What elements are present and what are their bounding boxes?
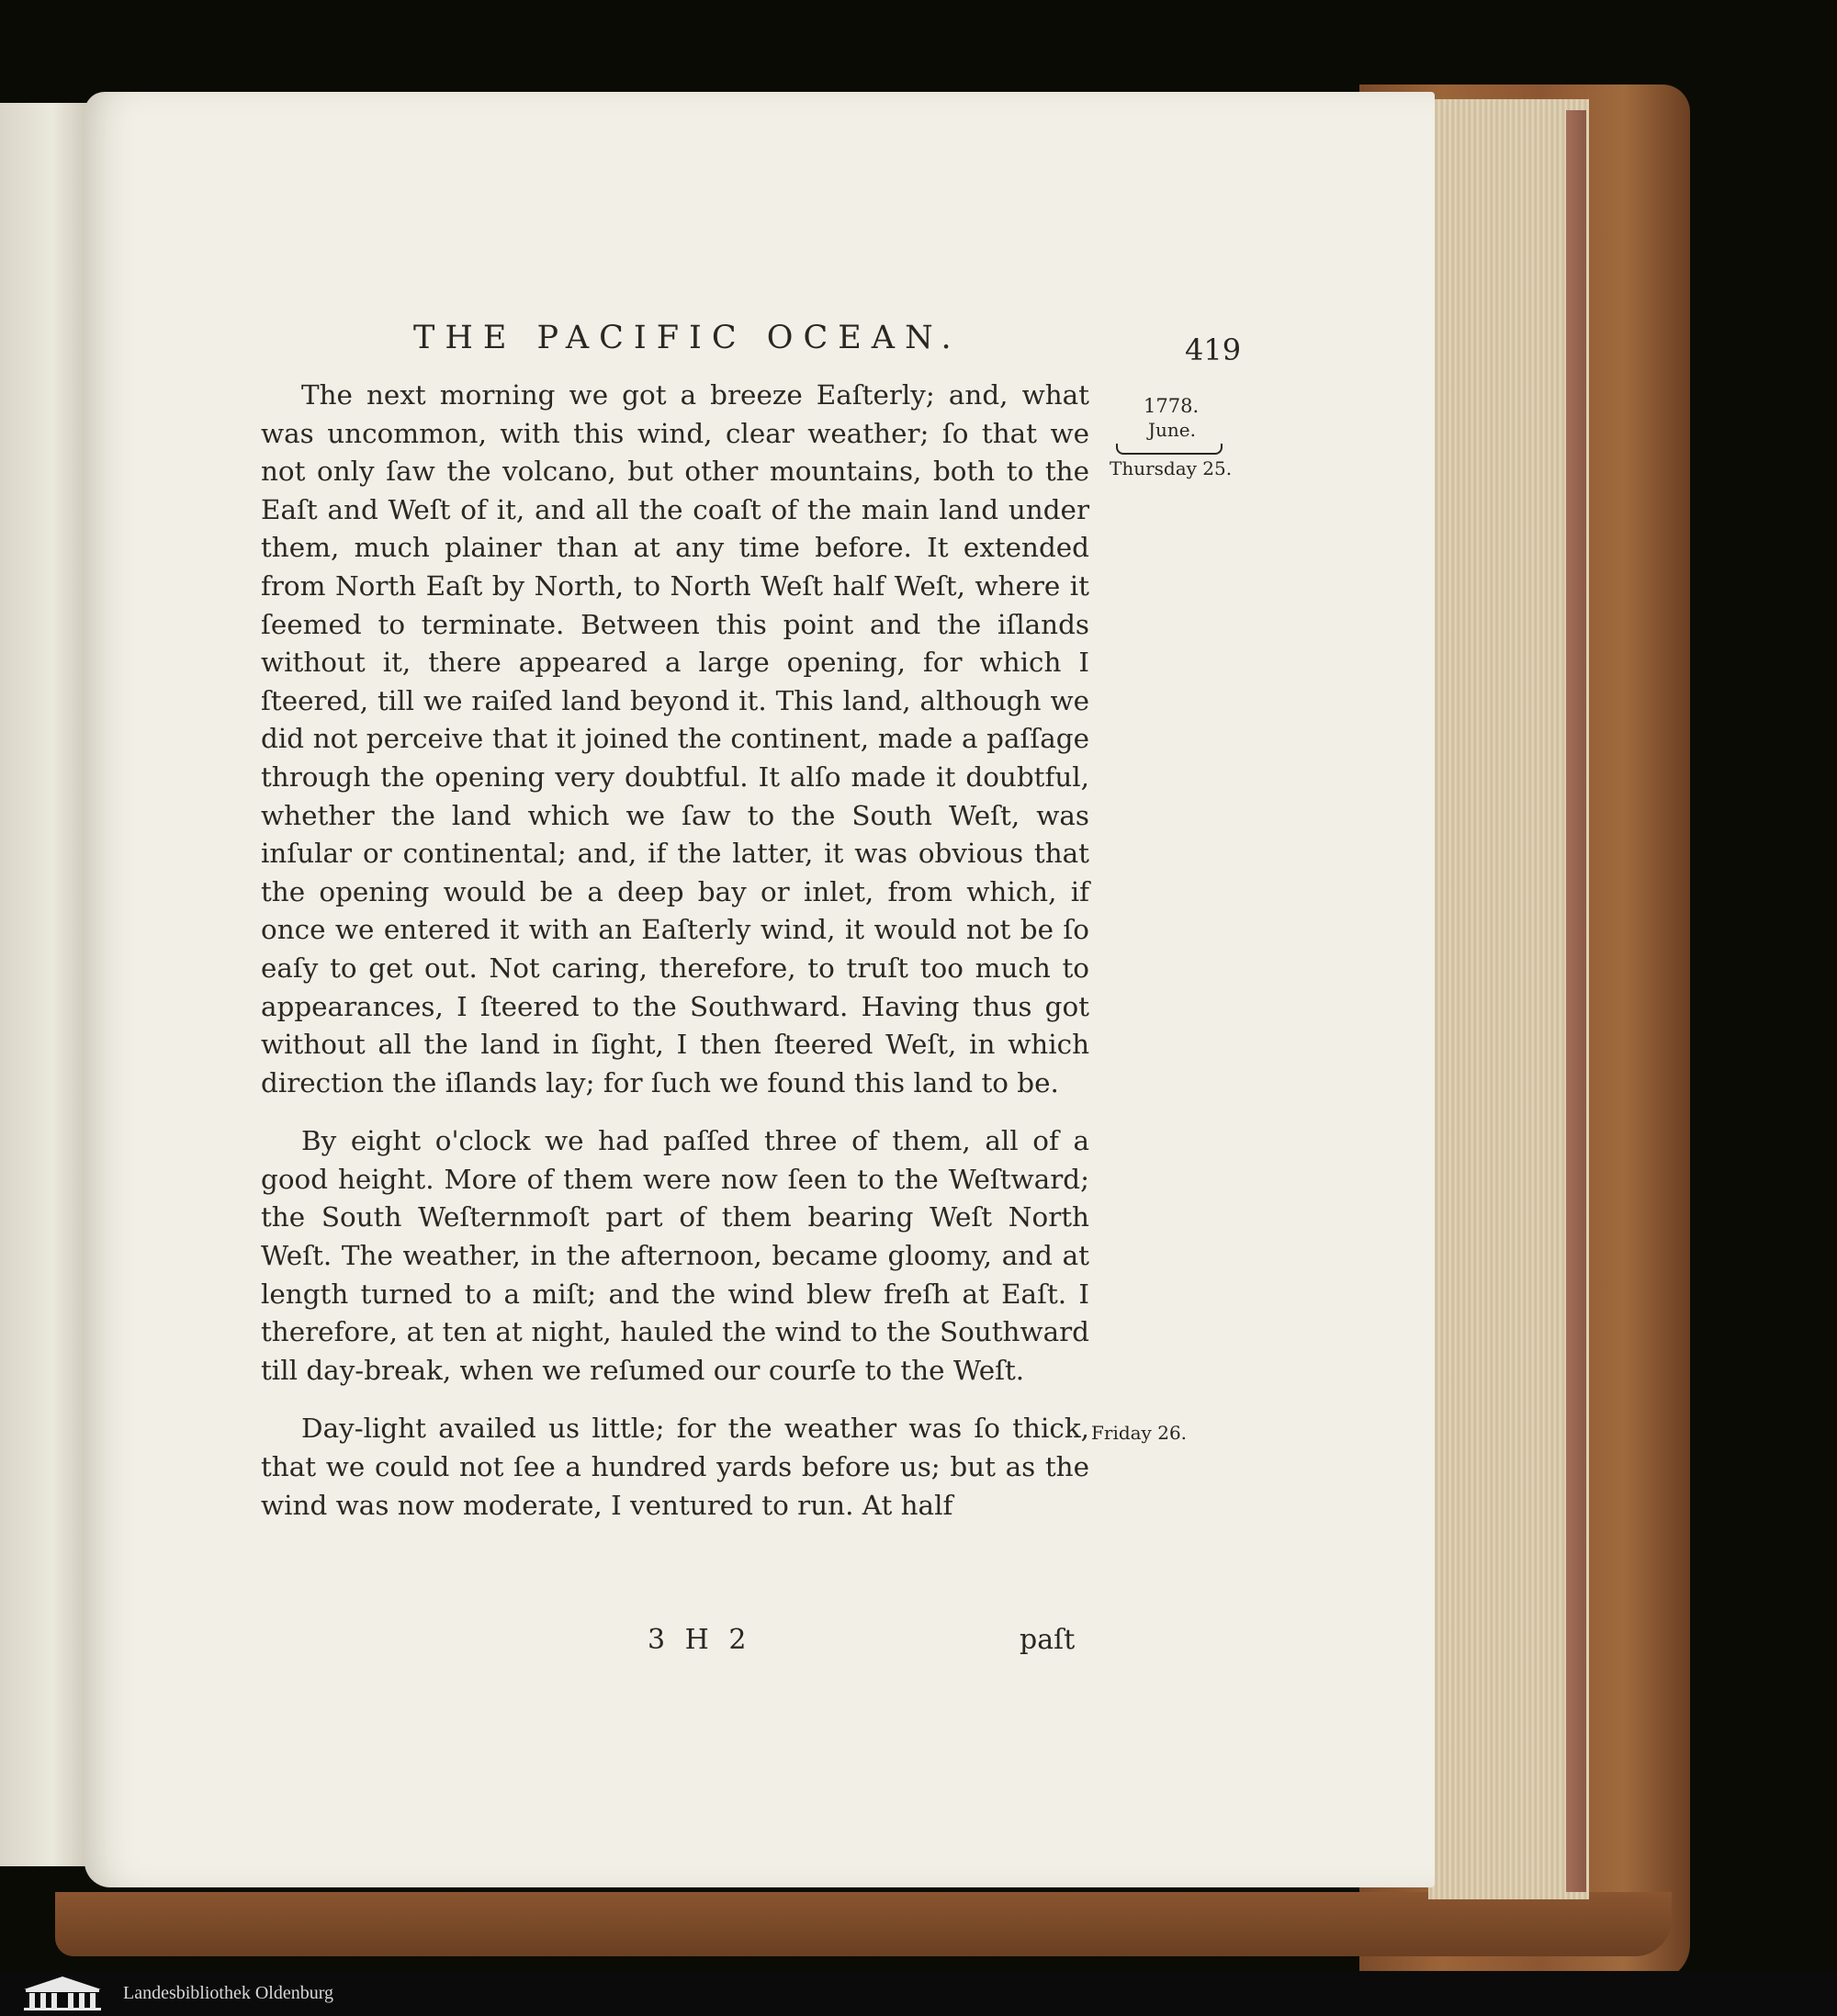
paragraph-1: The next morning we got a breeze Eaſterly; and, what was uncommon, with this wind, clear weather; ſo that we not only ſaw the volcano, but other mountains, both to the Eaſt and Weſt of it, and all the coaſt of the main land under them, much plainer than at any time before. It extended from North Eaſt by North, to North Weſt half Weſt, where it ſeemed to terminate. Between this point and the iſlands without it, there appeared a large opening, for which I ſteered, till we raiſed land beyond it. This land, although we did not perceive that it joined the continent, made a paſſage through the opening very doubtful. It alſo made it doubtful, whether the land which we ſaw to the South Weſt, was inſular or continental; and, if the latter, it was obvious that the opening would be a deep bay or inlet, from which, if once we entered it with an Eaſterly wind, it would not be ſo eaſy to get out. Not caring, therefore, to truſt too much to appearances, I ſteered to the Southward. Having thus got without all the land in ſight, I then ſteered Weſt, in which direction the iſlands lay; for ſuch we found this land to be.: [261, 379, 1089, 1098]
library-name: Landesbibliothek Oldenburg: [123, 1983, 334, 2003]
margin-note-friday: Friday 26.: [1091, 1422, 1188, 1444]
page-fore-edge-shadow: [1566, 110, 1586, 1892]
paragraph-2: By eight o'clock we had paſſed three of them, all of a good height. More of them were now ſeen to the Weſtward; the South Weſternmoſt part of them bearing Weſt North Weſt. The weather, in the afternoon, became gloomy, and at length turned to a miſt; and the wind blew freſh at Eaſt. I therefore, at ten at night, hauled the wind to the Southward till day-break, when we reſumed our courſe to the Weſt.: [261, 1125, 1089, 1386]
body-text: [261, 377, 1089, 1525]
margin-note-thursday: Thursday 25.: [1110, 457, 1233, 479]
margin-note-month: June.: [1148, 419, 1196, 441]
running-head: THE PACIFIC OCEAN.: [413, 320, 962, 356]
signature-mark: 3 H 2: [648, 1624, 752, 1656]
margin-note-brace: [1116, 444, 1223, 455]
catchword: paſt: [1020, 1624, 1076, 1656]
margin-note-year: 1778.: [1144, 395, 1200, 417]
left-page-edge: [0, 103, 87, 1866]
page-number: 419: [1185, 332, 1242, 367]
page-fore-edge: [1428, 99, 1589, 1899]
book-cover-bottom: [55, 1892, 1672, 1956]
footer-bar: [0, 1971, 1837, 2016]
paragraph-3: Day-light availed us little; for the weather was ſo thick, that we could not ſee a hundred yards before us; but as the wind was now moderate, I ventured to run. At half: [261, 1413, 1089, 1521]
library-building-icon: [17, 1975, 108, 2011]
